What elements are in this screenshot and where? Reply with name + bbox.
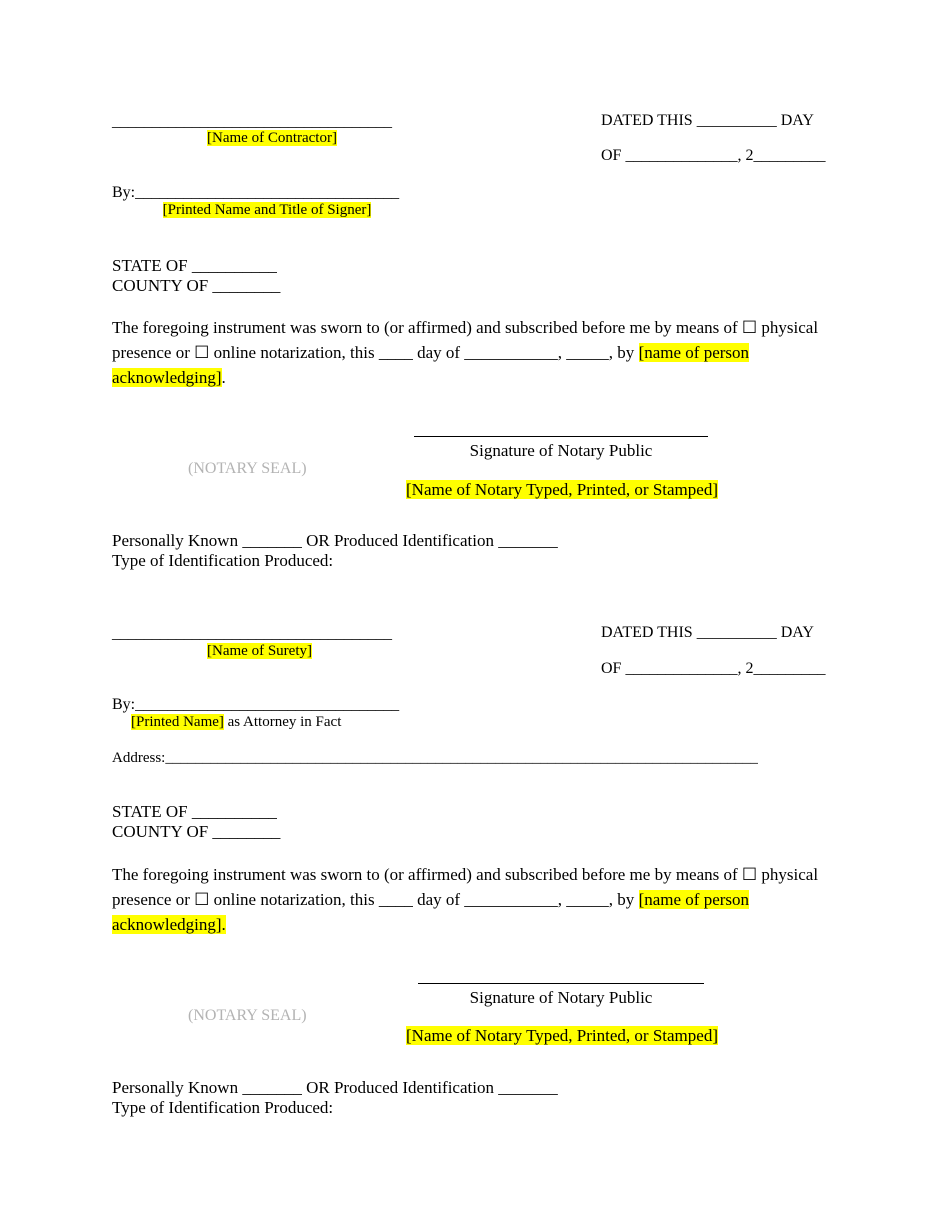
contractor-name-label	[112, 130, 432, 147]
notary2-signature-rule	[418, 983, 704, 984]
contractor-signer-placeholder: [Printed Name and Title of Signer]	[162, 202, 372, 218]
notary1-signature-label: Signature of Notary Public	[469, 441, 653, 460]
notary2-seal: (NOTARY SEAL)	[188, 1007, 307, 1024]
contractor-of-line: OF ______________, 2_________	[601, 147, 826, 164]
notary1-name-placeholder: [Name of Notary Typed, Printed, or Stamped]	[406, 480, 718, 499]
notary1-paragraph-end: .	[221, 368, 226, 387]
notary1-paragraph	[112, 315, 832, 390]
notary2-paragraph-text: The foregoing instrument was sworn to (or affirmed) and subscribed before me by means of ☐ physical presence or ☐ online notarization, this ____ day of ___________, _____, by	[112, 865, 819, 909]
notary1-id-type: Type of Identification Produced:	[112, 551, 334, 570]
notary1-paragraph-text: The foregoing instrument was sworn to (or affirmed) and subscribed before me by means of ☐ physical presence or ☐ online notarization, this ____ day of ___________, _____, by	[112, 318, 819, 362]
notary2-paragraph	[112, 862, 832, 937]
notary1-signature-rule	[414, 436, 708, 437]
notary1-person-placeholder: [name of person acknowledging]	[112, 343, 750, 387]
surety-by-line: By:_________________________________	[112, 696, 400, 713]
notary1-county-line: COUNTY OF ________	[112, 276, 281, 295]
notary2-county-line: COUNTY OF ________	[112, 822, 281, 841]
contractor-by-line: By:_________________________________	[112, 184, 400, 201]
contractor-name-placeholder: [Name of Contractor]	[207, 130, 337, 146]
notary1-seal: (NOTARY SEAL)	[188, 460, 307, 477]
notary2-name-label	[406, 1026, 718, 1046]
surety-dated-line: DATED THIS __________ DAY	[601, 624, 814, 641]
contractor-signer-label	[112, 202, 422, 219]
notary2-id-type: Type of Identification Produced:	[112, 1098, 334, 1117]
surety-name-label	[112, 643, 407, 660]
notary2-signature-label: Signature of Notary Public	[469, 988, 653, 1007]
notary2-name-placeholder: [Name of Notary Typed, Printed, or Stamped]	[406, 1026, 718, 1045]
notary2-state-line: STATE OF __________	[112, 802, 277, 821]
surety-printed-name-line	[131, 714, 341, 731]
notary1-personally-known: Personally Known _______ OR Produced Identification _______	[112, 531, 558, 550]
surety-of-line: OF ______________, 2_________	[601, 660, 826, 677]
contractor-signature-line: ___________________________________	[112, 113, 392, 130]
surety-attorney-text: as Attorney in Fact	[223, 714, 342, 730]
notary1-name-label	[406, 480, 718, 500]
surety-name-placeholder: [Name of Surety]	[207, 643, 312, 659]
contractor-dated-line: DATED THIS __________ DAY	[601, 112, 814, 129]
notary2-person-placeholder: [name of person acknowledging].	[112, 890, 750, 934]
surety-signature-line: ___________________________________	[112, 625, 392, 642]
surety-address-line: Address:_______________________________________________________________________________	[112, 750, 758, 766]
notary1-state-line: STATE OF __________	[112, 256, 277, 275]
surety-printed-name-placeholder: [Printed Name]	[131, 714, 224, 730]
notary2-personally-known: Personally Known _______ OR Produced Identification _______	[112, 1078, 558, 1097]
